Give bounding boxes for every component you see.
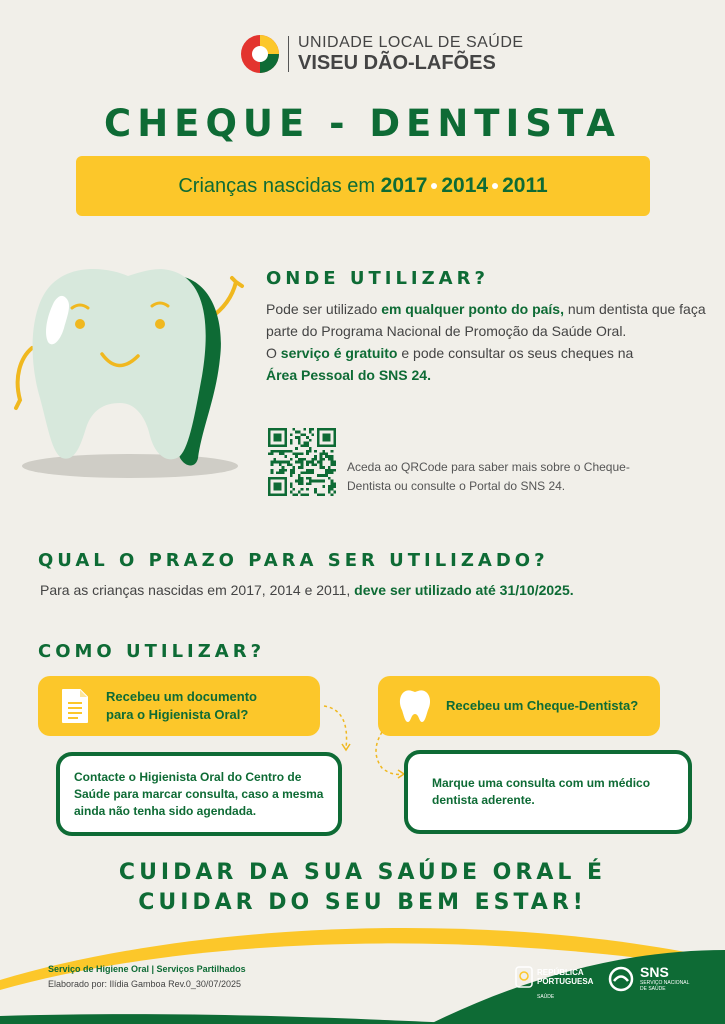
footer-service: Serviço de Higiene Oral | Serviços Partilhados [48,964,246,974]
sns-emblem-icon [608,966,634,992]
logo-separator [288,36,289,72]
tooth-mascot-icon [10,258,250,480]
onde-text: O [266,345,281,361]
step-appointment-box [404,750,692,834]
sns-logo [608,966,708,1006]
step-cheque-text: Recebeu um Cheque-Dentista? [446,698,639,713]
sns-line1: SERVIÇO NACIONAL [640,980,690,986]
qr-description: Aceda ao QRCode para saber mais sobre o Cheque-Dentista ou consulte o Portal do SNS 24. [347,460,630,493]
dot-separator [492,183,498,189]
onde-description [266,298,706,386]
slogan-line2: CUIDAR DO SEU BEM ESTAR! [138,890,587,915]
republic-emblem-icon [515,966,533,988]
republica-portuguesa-logo [515,966,601,1006]
sns-line2: DE SAÚDE [640,986,666,992]
page-title: CHEQUE - DENTISTA [104,102,621,145]
footer-author: Elaborado por: Ilídia Gamboa Rev.0_30/07/2025 [48,979,241,989]
prazo-description [40,582,574,598]
section-heading-prazo: QUAL O PRAZO PARA SER UTILIZADO? [38,550,549,571]
onde-highlight: serviço é gratuito [280,345,398,361]
slogan [0,858,725,918]
qr-code-icon[interactable] [268,428,336,496]
step-document-box [38,676,320,736]
uls-logo-icon [240,34,280,74]
step-cheque-box [378,676,660,736]
banner-year-3: 2011 [502,174,548,197]
section-heading-onde: ONDE UTILIZAR? [266,268,489,289]
rep-line3: SAÚDE [537,994,555,1000]
step-contact-text: Contacte o Higienista Oral do Centro de Saúde para marcar consulta, caso a mesma ainda não tenha sido agendada. [74,769,324,818]
org-name-line2: VISEU DÃO-LAFÕES [298,52,496,74]
prazo-text: Para as crianças nascidas em 2017, 2014 e 2011, [40,582,355,598]
rep-line1: REPÚBLICA [537,968,584,977]
rep-line2: PORTUGUESA [537,977,594,986]
onde-text: num dentista que faça parte do Programa Nacional de Promoção da Saúde Oral. [266,301,706,339]
step-document-text: Recebeu um documento para o Higienista Oral? [106,689,257,722]
banner-year-2: 2014 [441,174,489,197]
banner-year-1: 2017 [380,174,428,197]
onde-highlight: em qualquer ponto do país, [381,301,564,317]
section-heading-como: COMO UTILIZAR? [38,641,266,662]
slogan-line1: CUIDAR DA SUA SAÚDE ORAL É [118,860,607,885]
org-name-line1: UNIDADE LOCAL DE SAÚDE [298,34,524,51]
birth-years-banner [76,156,650,216]
step-appointment-text: Marque uma consulta com um médico dentista aderente. [432,776,651,807]
onde-text: e pode consultar os seus cheques na [397,345,634,361]
banner-prefix: Crianças nascidas em [178,174,376,197]
arrow-connector-1 [320,700,360,760]
dot-separator [431,183,437,189]
sns-name: SNS [640,964,669,980]
organization-logo [240,32,524,78]
prazo-deadline: deve ser utilizado até 31/10/2025. [354,582,574,598]
onde-text: Pode ser utilizado [266,301,382,317]
onde-highlight: Área Pessoal do SNS 24. [266,367,431,383]
step-contact-box [56,752,342,836]
document-icon [60,688,90,724]
tooth-icon [398,688,432,724]
